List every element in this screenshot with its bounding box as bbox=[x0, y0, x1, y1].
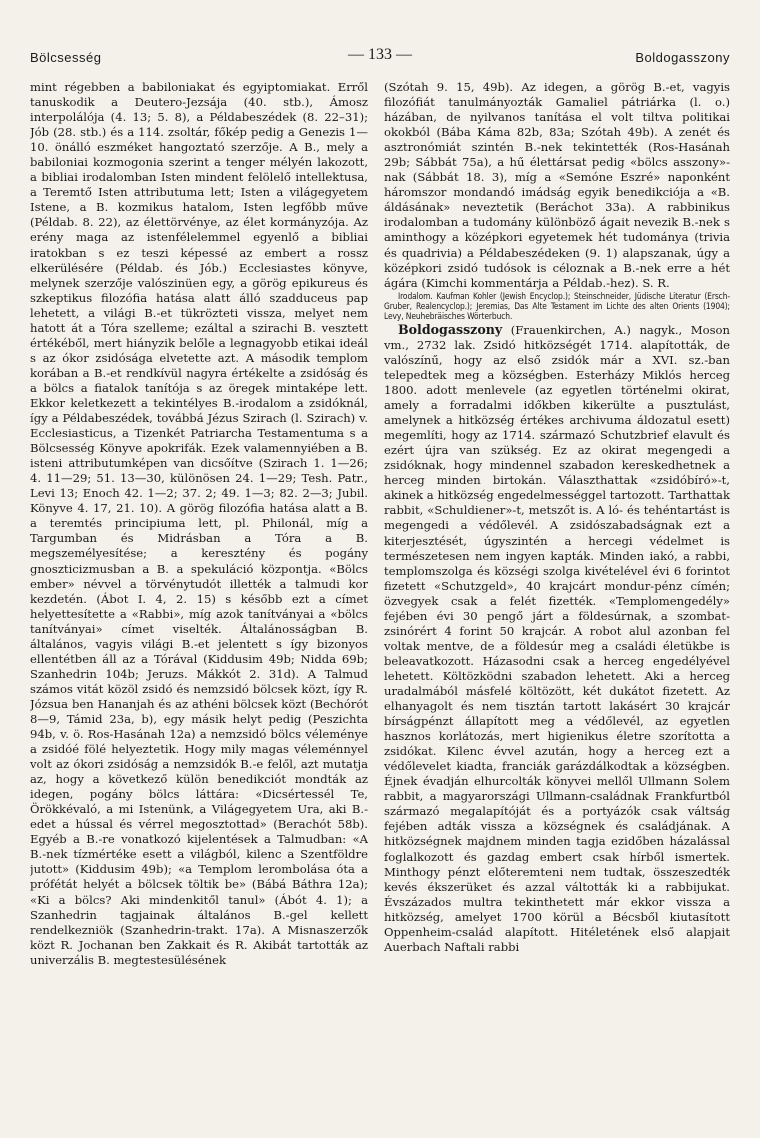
entry-body: (Frauenkirchen, A.) nagyk., Moson vm., 2732 lak. Zsidó hitközségét 1714. alapították, de valószínű, hogy az első zsidók már a XVI. sz.-ban telepedtek meg a községben. Esterházy Miklós herceg 1800. adott menlevele (az egyetlen történelmi okirat, amely a forradalmi időkben kikerülte a pusztulást, amelynek a hitközség értékes archivuma áldozatul esett) megemlíti, hogy az 1714. származó Schutzbrief elavult és ezért újra van szükség. Ez az okirat megengedi a zsidóknak, hogy mindennel szabadon kereskedhetnek a herceg minden birtokán. Választhattak «zsidóbíró»-t, akinek a hitközség engedelmességgel tartozott. Tarthattak rabbit, «Schuldiener»-t, metszőt is. A ló- és tehéntartást is megengedi a védőlevél. A zsidószabadságnak ezt a kiterjesztését, úgyszintén a hercegi védelmet is természetesen nem ingyen kapták. Minden iakó, a rabbi, templomszolga és községi szolga kivételével évi 6 forintot fizetett «Schutzgeld», 40 krajcárt mondur-pénz címén; özvegyek csak a felét fizették. «Templomengedély» fejében évi 30 pengő járt a földesúrnak, a szombat-zsinórért 4 forint 50 krajcár. A robot alul azonban fel voltak mentve, de a földesúr meg a családi életükbe is beleavatkozott. Házasodni csak a herceg engedélyével lehetett. Költözködni szabadon lehetett. Aki a herceg uradalmából másfelé költözött, két dukátot fizetett. Az elhanyagolt és nem tisztán tartott lakásért 30 krajcár bírságpénzt állapított meg a védőlevél, az egyetlen hasznos korlátozás, mert higienikus életre szorította a zsidókat. Kilenc évvel azután, hogy a herceg ezt a védőlevelet kiadta, franciák garázdálkodtak a községben. Éjnek évadján elhurcolták könyvei mellől Ullmann Solem rabbit, a magyarországi Ullmann-családnak Frankfurtból származó megalapítóját és a portyázók csak váltság fejében adták vissza a községnek és családjának. A hitközségnek majdnem minden tagja ezidőben házalással foglalkozott és gazdag embert csak hírből ismertek. Minthogy pénzt előteremteni nem tudtak, összeszedték kevés ékszerüket és azzal váltották ki a rabbijukat. Évszázados multra tekinthetett már ekkor vissza a hitközség, amelyet 1700 körül a Bécsből kiutasított Oppenheim-család alapított. Hitéletének első alapjait Auerbach Naftali rabbi bbox=[384, 322, 730, 954]
right-column-paragraph-1: (Szótah 9. 15, 49b). Az idegen, a görög B.-et, vagyis filozófiát tanulmányozták Gamaliel pátriárka (l. o.) házában, de nyilvanos tanítása el volt tiltva politikai okokból (Bába Káma 82b, 83a; Szótah 49b). A zenét és asztronómiát szintén B.-nek tekintették (Ros-Hasánah 29b; Sábbát 75a), a hű élettársat pedig «bölcs asszony»-nak (Sábbát 18. 3), míg a «Semóne Eszré» naponként háromszor mondandó imádság egyik benedikciója a «B. áldásának» neveztetik (Beráchot 33a). A rabbinikus irodalomban a tudomány különböző ágait nevezik B.-nek s aminthogy a középkori egyetemek hét tudománya (trivia és quadrivia) a Példabeszédeken (9. 1) alapszanak, úgy a középkori zsidó tudósok is céloznak a B.-nek erre a hét ágára (Kimchi kommentárja a Példab.-hez). S. R. bbox=[384, 80, 730, 290]
page-number: — 133 — bbox=[348, 46, 412, 63]
header-left-keyword: Bölcsesség bbox=[30, 50, 102, 65]
left-column bbox=[30, 80, 368, 1136]
right-column bbox=[384, 80, 730, 1136]
page-header bbox=[30, 46, 730, 72]
bibliography-note: Irodalom. Kaufman Kohler (Jewish Encyclop.); Steinschneider, Jüdische Literatur (Ersch-Gruber, Realencyclop.); Jeremias, Das Alte Testament im Lichte des alten Orients (1904); Levy, Neuhebräisches Wörterbuch. bbox=[384, 290, 730, 322]
header-right-keyword: Boldogasszony bbox=[635, 50, 730, 65]
entry-boldogasszony bbox=[384, 322, 730, 955]
left-column-text: mint régebben a babiloniakat és egyiptomiakat. Erről tanuskodik a Deutero-Jezsája (40. stb.), Ámosz interpolálója (4. 13; 5. 8), a Példabeszédek (8. 22–31); Jób (28. stb.) és a 114. zsoltár, főkép pedig a Genezis 1—10. önálló eszméket hangoztató szerzője. A B., mely a babiloniai kozmogonia szerint a tenger mélyén lakozott, a bibliai irodalomban Isten mindent felölelő intellektusa, a Teremtő Isten attributuma lett; Isten a világegyetem Istene, a B. kozmikus hatalom, Isten legfőbb műve (Példab. 8. 22), az élettörvénye, az élet kormányzója. Az erény maga az istenfélelemmel egyenlő a bibliai iratokban s ez teszi képessé az embert a rossz elkerülésére (Példab. és Jób.) Ecclesiastes könyve, melynek szerzője valószinüen egy, a görög epikureus és szkeptikus filozófia hatása alatt álló szadduceus pap lehetett, a világi B.-et tükrözteti vissza, melyet nem hatott át a Tóra szelleme; ezáltal a szirachi B. vesztett értékéből, mert hiányzik belőle a legnagyobb etikai ideál s az ókor zsidósága elvetette azt. A második templom korában a B.-et rendkívül nagyra értékelte a zsidóság és a bölcs a fiatalok tanítója s az öregek mintaképe lett. Ekkor keletkezett a tekintélyes B.-irodalom a zsidóknál, így a Példabeszédek, továbbá Jézus Szirach (l. Szirach) v. Ecclesiasticus, a Tizenkét Patriarcha Testamentuma s a Bölcsesség Könyve apokrifák. Ezek valamennyiében a B. isteni attributumképen van dicsőítve (Szirach 1. 1—26; 4. 11—29; 51. 13—30, különösen 24. 1—29; Tesh. Patr., Levi 13; Enoch 42. 1—2; 37. 2; 49. 1—3; 82. 2—3; Jubil. Könyve 4. 17, 21. 10). A görög filozófia hatása alatt a B. a teremtés principiuma lett, pl. Philonál, míg a Targumban és Midrásban a Tóra a B. megszemélyesítése; a keresztény és pogány gnoszticizmusban a B. a spekuláció központja. «Bölcs ember» névvel a törvénytudót illették a talmudi kor kezdetén. (Ábot I. 4, 2. 15) s később ezt a címet helyettesítette a «Rabbi», míg azok tanítványai a «bölcs tanítványai» címet viselték. Általánosságban B. általános, vagyis világi B.-et jelentett s így bizonyos ellentétben áll az a Tórával (Kiddusim 49b; Nidda 69b; Szanhedrin 104b; Jeruzs. Mákkót 2. 31d). A Talmud számos vitát közöl zsidó és nemzsidó bölcsek közt, így R. Józsua ben Hananjah és az athéni bölcsek közt (Bechórót 8—9, Támid 23a, b), egy másik helyt pedig (Peszichta 94b, v. ö. Ros-Hasánah 12a) a nemzsidó bölcs véleménye a zsidóé fölé helyeztetik. Hogy mily magas véleménnyel volt az ókori zsidóság a nemzsidók B.-e felől, azt mutatja az, hogy a következő külön benedikciót mondták az idegen, pogány bölcs láttára: «Dicsértessél Te, Örökkévaló, a mi Istenünk, a Világegyetem Ura, aki B.-edet a hússal és vérrel megosztottad» (Berachót 58b). Egyéb a B.-re vonatkozó kijelentések a Talmudban: «A B.-nek tízmértéke esett a világból, kilenc a Szentföldre jutott» (Kiddusim 49b); «a Templom lerombolása óta a prófétát helyét a bölcsek töltik be» (Bábá Báthra 12a); «Ki a bölcs? Aki mindenkitől tanul» (Ábót 4. 1); a Szanhedrin tagjainak általános B.-gel kellett rendelkezniök (Szanhedrin-trakt. 17a). A Misnaszerzők közt R. Jochanan ben Zakkait és R. Akibát tartották az univerzális B. megtestesülésének bbox=[30, 80, 368, 967]
entry-headword: Boldogasszony bbox=[398, 321, 503, 337]
